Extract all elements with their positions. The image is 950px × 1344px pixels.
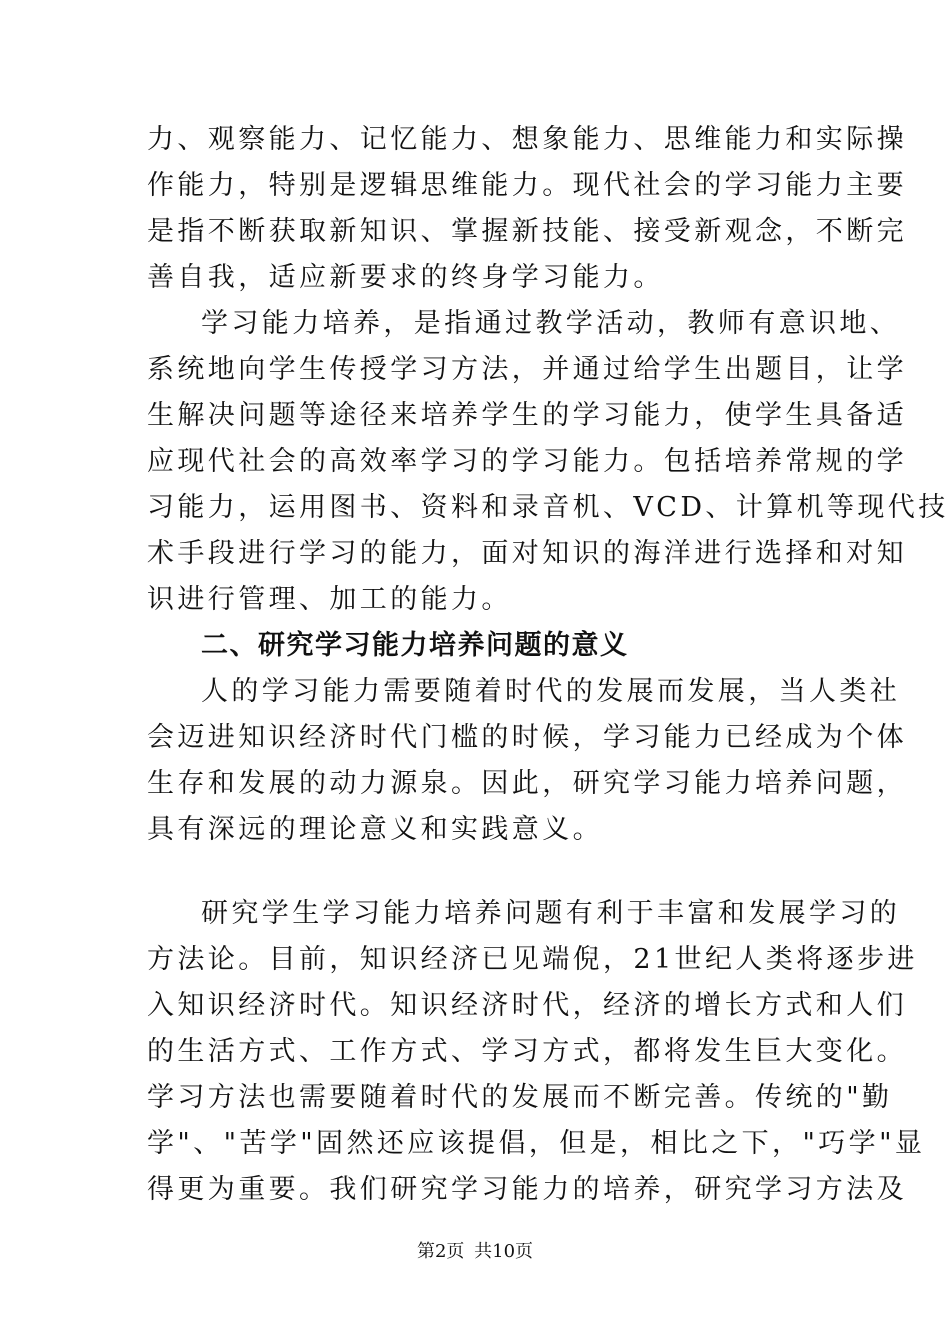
text-line: 是指不断获取新知识、掌握新技能、接受新观念，不断完	[147, 216, 907, 247]
text-line: 人的学习能力需要随着时代的发展而发展，当人类社	[201, 676, 901, 707]
text-line: 学习方法也需要随着时代的发展而不断完善。传统的"勤	[147, 1082, 893, 1113]
text-line: 善自我，适应新要求的终身学习能力。	[147, 262, 664, 293]
text-line: 生存和发展的动力源泉。因此，研究学习能力培养问题，	[147, 768, 907, 799]
paragraph-2	[147, 301, 949, 623]
paragraph-1	[147, 117, 907, 301]
text-line: 识进行管理、加工的能力。	[147, 584, 512, 615]
text-line: 具有深远的理论意义和实践意义。	[147, 814, 603, 845]
text-line: 应现代社会的高效率学习的学习能力。包括培养常规的学	[147, 446, 907, 477]
text-line: 方法论。目前，知识经济已见端倪，21世纪人类将逐步进	[147, 944, 918, 975]
text-line: 作能力，特别是逻辑思维能力。现代社会的学习能力主要	[147, 170, 907, 201]
text-line: 入知识经济时代。知识经济时代，经济的增长方式和人们	[147, 990, 907, 1021]
text-line: 生解决问题等途径来培养学生的学习能力，使学生具备适	[147, 400, 907, 431]
section-heading-block	[147, 623, 807, 669]
text-line: 术手段进行学习的能力，面对知识的海洋进行选择和对知	[147, 538, 907, 569]
text-line: 会迈进知识经济时代门槛的时候，学习能力已经成为个体	[147, 722, 907, 753]
text-line: 系统地向学生传授学习方法，并通过给学生出题目，让学	[147, 354, 907, 385]
text-line: 研究学生学习能力培养问题有利于丰富和发展学习的	[201, 898, 901, 929]
text-line: 力、观察能力、记忆能力、想象能力、思维能力和实际操	[147, 124, 907, 155]
paragraph-3	[147, 669, 907, 853]
text-line: 习能力，运用图书、资料和录音机、VCD、计算机等现代技	[147, 492, 949, 523]
text-line: 学"、"苦学"固然还应该提倡，但是，相比之下，"巧学"显	[147, 1128, 926, 1159]
text-line: 学习能力培养，是指通过教学活动，教师有意识地、	[201, 308, 901, 339]
page-total: 共10页	[474, 1241, 534, 1262]
paragraph-4	[147, 891, 926, 1213]
text-line: 得更为重要。我们研究学习能力的培养，研究学习方法及	[147, 1174, 907, 1205]
text-line: 的生活方式、工作方式、学习方式，都将发生巨大变化。	[147, 1036, 907, 1067]
page-footer	[0, 1240, 950, 1264]
section-heading: 二、研究学习能力培养问题的意义	[201, 630, 629, 661]
page-number: 第2页	[416, 1241, 465, 1262]
